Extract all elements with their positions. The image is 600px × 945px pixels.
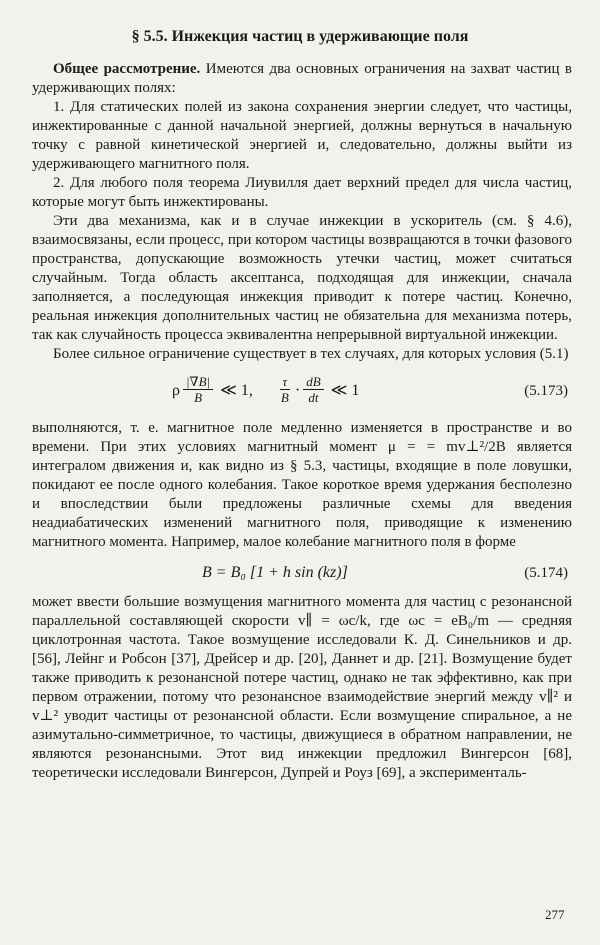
equation-5-174: [32, 556, 572, 590]
eq-numerator: dB: [303, 374, 323, 390]
paragraph-stronger-limit: Более сильное ограничение существует в тех случаях, для которых условия (5.1): [53, 346, 569, 362]
paragraph-adiabatic: выполняются, т. е. магнитное поле медленно изменяется в пространстве и во времени. При этих условиях магнитный момент μ = = mv⊥²/2B является интегралом движения и, как видно из § 5.3, частицы, входящие в поле ловушки, покидают ее после одного колебания. Такое короткое время удержания бесполезно и впоследствии были предложены различные схемы для введения неадиабатических изменений магнитного поля, приводящие к изменению магнитного момента. Например, малое колебание магнитного поля в форме: [32, 420, 572, 550]
eq-much-less: ≪ 1,: [220, 381, 253, 399]
eq-numerator: |∇B|: [183, 374, 213, 390]
body-text: [32, 60, 572, 783]
eq-rho: ρ: [172, 381, 180, 399]
paragraph-item-2: 2. Для любого поля теорема Лиувилля дает верхний предел для числа частиц, которые могут быть инжектированы.: [32, 175, 572, 210]
paragraph-item-1: 1. Для статических полей из закона сохранения энергии следует, что частицы, инжектированные с данной начальной энергией, должны вернуться в начальную точку с равной кинетической энергией и, следовательно, должны выйти из удерживающего магнитного поля.: [32, 99, 572, 172]
eq-fraction-gradient: [183, 374, 213, 406]
eq-dot: ·: [294, 381, 301, 399]
eq-numerator: τ: [280, 374, 291, 390]
equation-number: (5.173): [524, 383, 568, 399]
paragraph-resonance: может ввести большие возмущения магнитного момента для частиц с резонансной параллельной составляющей скорости v∥ = ωc/k, где ωc = eB₀/m — средняя циклотронная частота. Такое возмущение исследовали К. Д. Синельников и др. [56], Лейнг и Робсон [37], Дрейсер и др. [20], Даннет и др. [21]. Возмущение будет также приводить к резонансной потере частиц, однако не так эффективно, как при первом отражении, потому что резонансное взаимодействие энергий между v∥² и v⊥² уводит частицы от резонансной области. Если возмущение спиральное, а не азимутально-симметричное, то частицы, движущиеся в обратном направлении, не являются резонансными. Этот вид инжекции предложил Вингерсон [68], теоретически исследовали Вингерсон, Дупрей и Роуз [69], а эксперименталь-: [32, 594, 572, 781]
eq-much-less: ≪ 1: [330, 381, 360, 399]
paragraph-mechanisms: Эти два механизма, как и в случае инжекции в ускоритель (см. § 4.6), взаимосвязаны, если процесс, при котором частицы возвращаются в точки фазового пространства, допускающие возможность утечки частиц, может считаться случайным. Тогда область аксептанса, подходящая для инжекции, сначала заполняется, а последующая инжекция приводит к потере частиц. Конечно, реальная инжекция дополнительных частиц не обязательна для механизма потерь, так как случайность процесса эквивалентна непрерывной виртуальной инжекции.: [32, 213, 572, 343]
page-number: 277: [545, 907, 565, 922]
eq-denominator: B: [280, 390, 289, 405]
eq-formula: B = B₀ [1 + h sin (kz)]: [202, 564, 348, 581]
eq-denominator: B: [194, 390, 203, 405]
equation-number: (5.174): [524, 565, 568, 581]
run-in-heading: Общее рассмотрение.: [53, 61, 201, 77]
section-heading: § 5.5. Инжекция частиц в удерживающие поля: [131, 28, 469, 45]
eq-fraction-derivative: [303, 374, 323, 406]
eq-denominator: dt: [308, 390, 319, 405]
equation-5-173: [32, 368, 572, 416]
paragraph-general: [32, 60, 572, 98]
paragraph-general-text: Имеются два основных ограничения на захват частиц в удерживающих полях:: [32, 61, 572, 96]
eq-fraction-tau: [278, 374, 292, 406]
